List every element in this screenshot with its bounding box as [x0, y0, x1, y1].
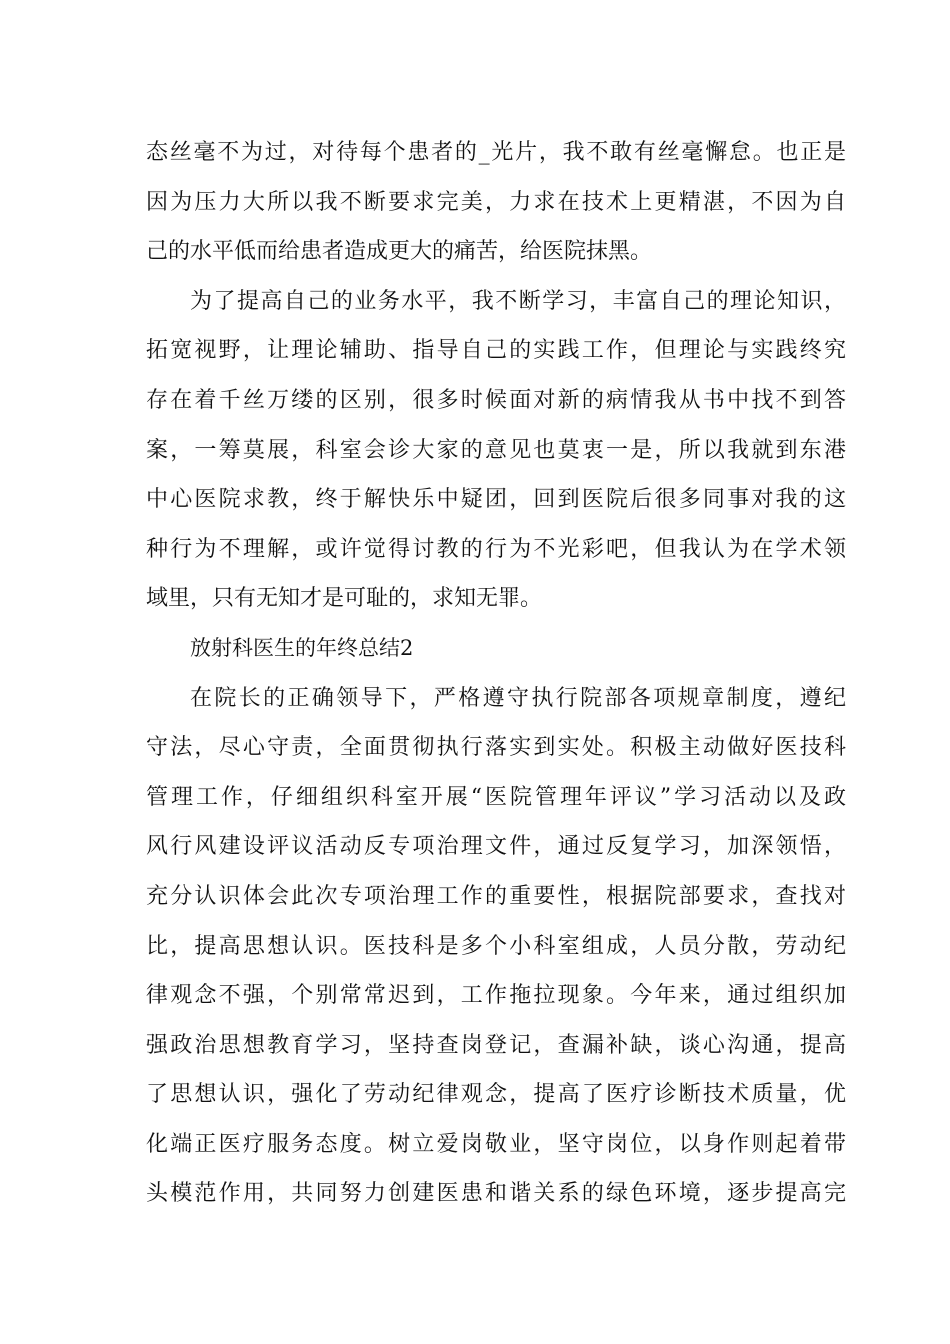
paragraph-line: 充分认识体会此次专项治理工作的重要性，根据院部要求，查找对: [146, 883, 846, 909]
paragraph-line: 种行为不理解，或许觉得讨教的行为不光彩吧，但我认为在学术领: [146, 536, 846, 562]
paragraph-line: 了思想认识，强化了劳动纪律观念，提高了医疗诊断技术质量，优: [146, 1082, 846, 1108]
paragraph-line: 域里，只有无知才是可耻的，求知无罪。: [146, 586, 543, 612]
paragraph-line: 风行风建设评议活动反专项治理文件，通过反复学习，加深领悟，: [146, 834, 846, 860]
paragraph-line: 中心医院求教，终于解快乐中疑团，回到医院后很多同事对我的这: [146, 487, 846, 513]
paragraph-line: 强政治思想教育学习，坚持查岗登记，查漏补缺，谈心沟通，提高: [146, 1032, 846, 1058]
paragraph-line: 比，提高思想认识。医技科是多个小科室组成，人员分散，劳动纪: [146, 933, 846, 959]
paragraph-line: 守法，尽心守责，全面贯彻执行落实到实处。积极主动做好医技科: [146, 735, 846, 761]
paragraph-line: 律观念不强，个别常常迟到，工作拖拉现象。今年来，通过组织加: [146, 983, 846, 1009]
paragraph-line: 拓宽视野，让理论辅助、指导自己的实践工作，但理论与实践终究: [146, 338, 846, 364]
document-body: [146, 128, 846, 1219]
paragraph-line: 存在着千丝万缕的区别，很多时候面对新的病情我从书中找不到答: [146, 387, 846, 413]
paragraph-line: 管理工作，仔细组织科室开展“医院管理年评议”学习活动以及政: [146, 784, 846, 810]
paragraph-line: 案，一筹莫展，科室会诊大家的意见也莫衷一是，所以我就到东港: [146, 437, 846, 463]
paragraph-line: 头模范作用，共同努力创建医患和谐关系的绿色环境，逐步提高完: [146, 1181, 846, 1207]
paragraph-line: 化端正医疗服务态度。树立爱岗敬业，坚守岗位，以身作则起着带: [146, 1131, 846, 1157]
paragraph-line: 为了提高自己的业务水平，我不断学习，丰富自己的理论知识，: [190, 288, 846, 314]
paragraph-line: 态丝毫不为过，对待每个患者的_光片，我不敢有丝毫懈怠。也正是: [146, 140, 846, 165]
section-heading: 放射科医生的年终总结2: [190, 635, 414, 660]
paragraph-line: 在院长的正确领导下，严格遵守执行院部各项规章制度，遵纪: [190, 685, 846, 711]
paragraph-line: 因为压力大所以我不断要求完美，力求在技术上更精湛，不因为自: [146, 189, 846, 215]
paragraph-line: 己的水平低而给患者造成更大的痛苦，给医院抹黑。: [146, 239, 653, 265]
